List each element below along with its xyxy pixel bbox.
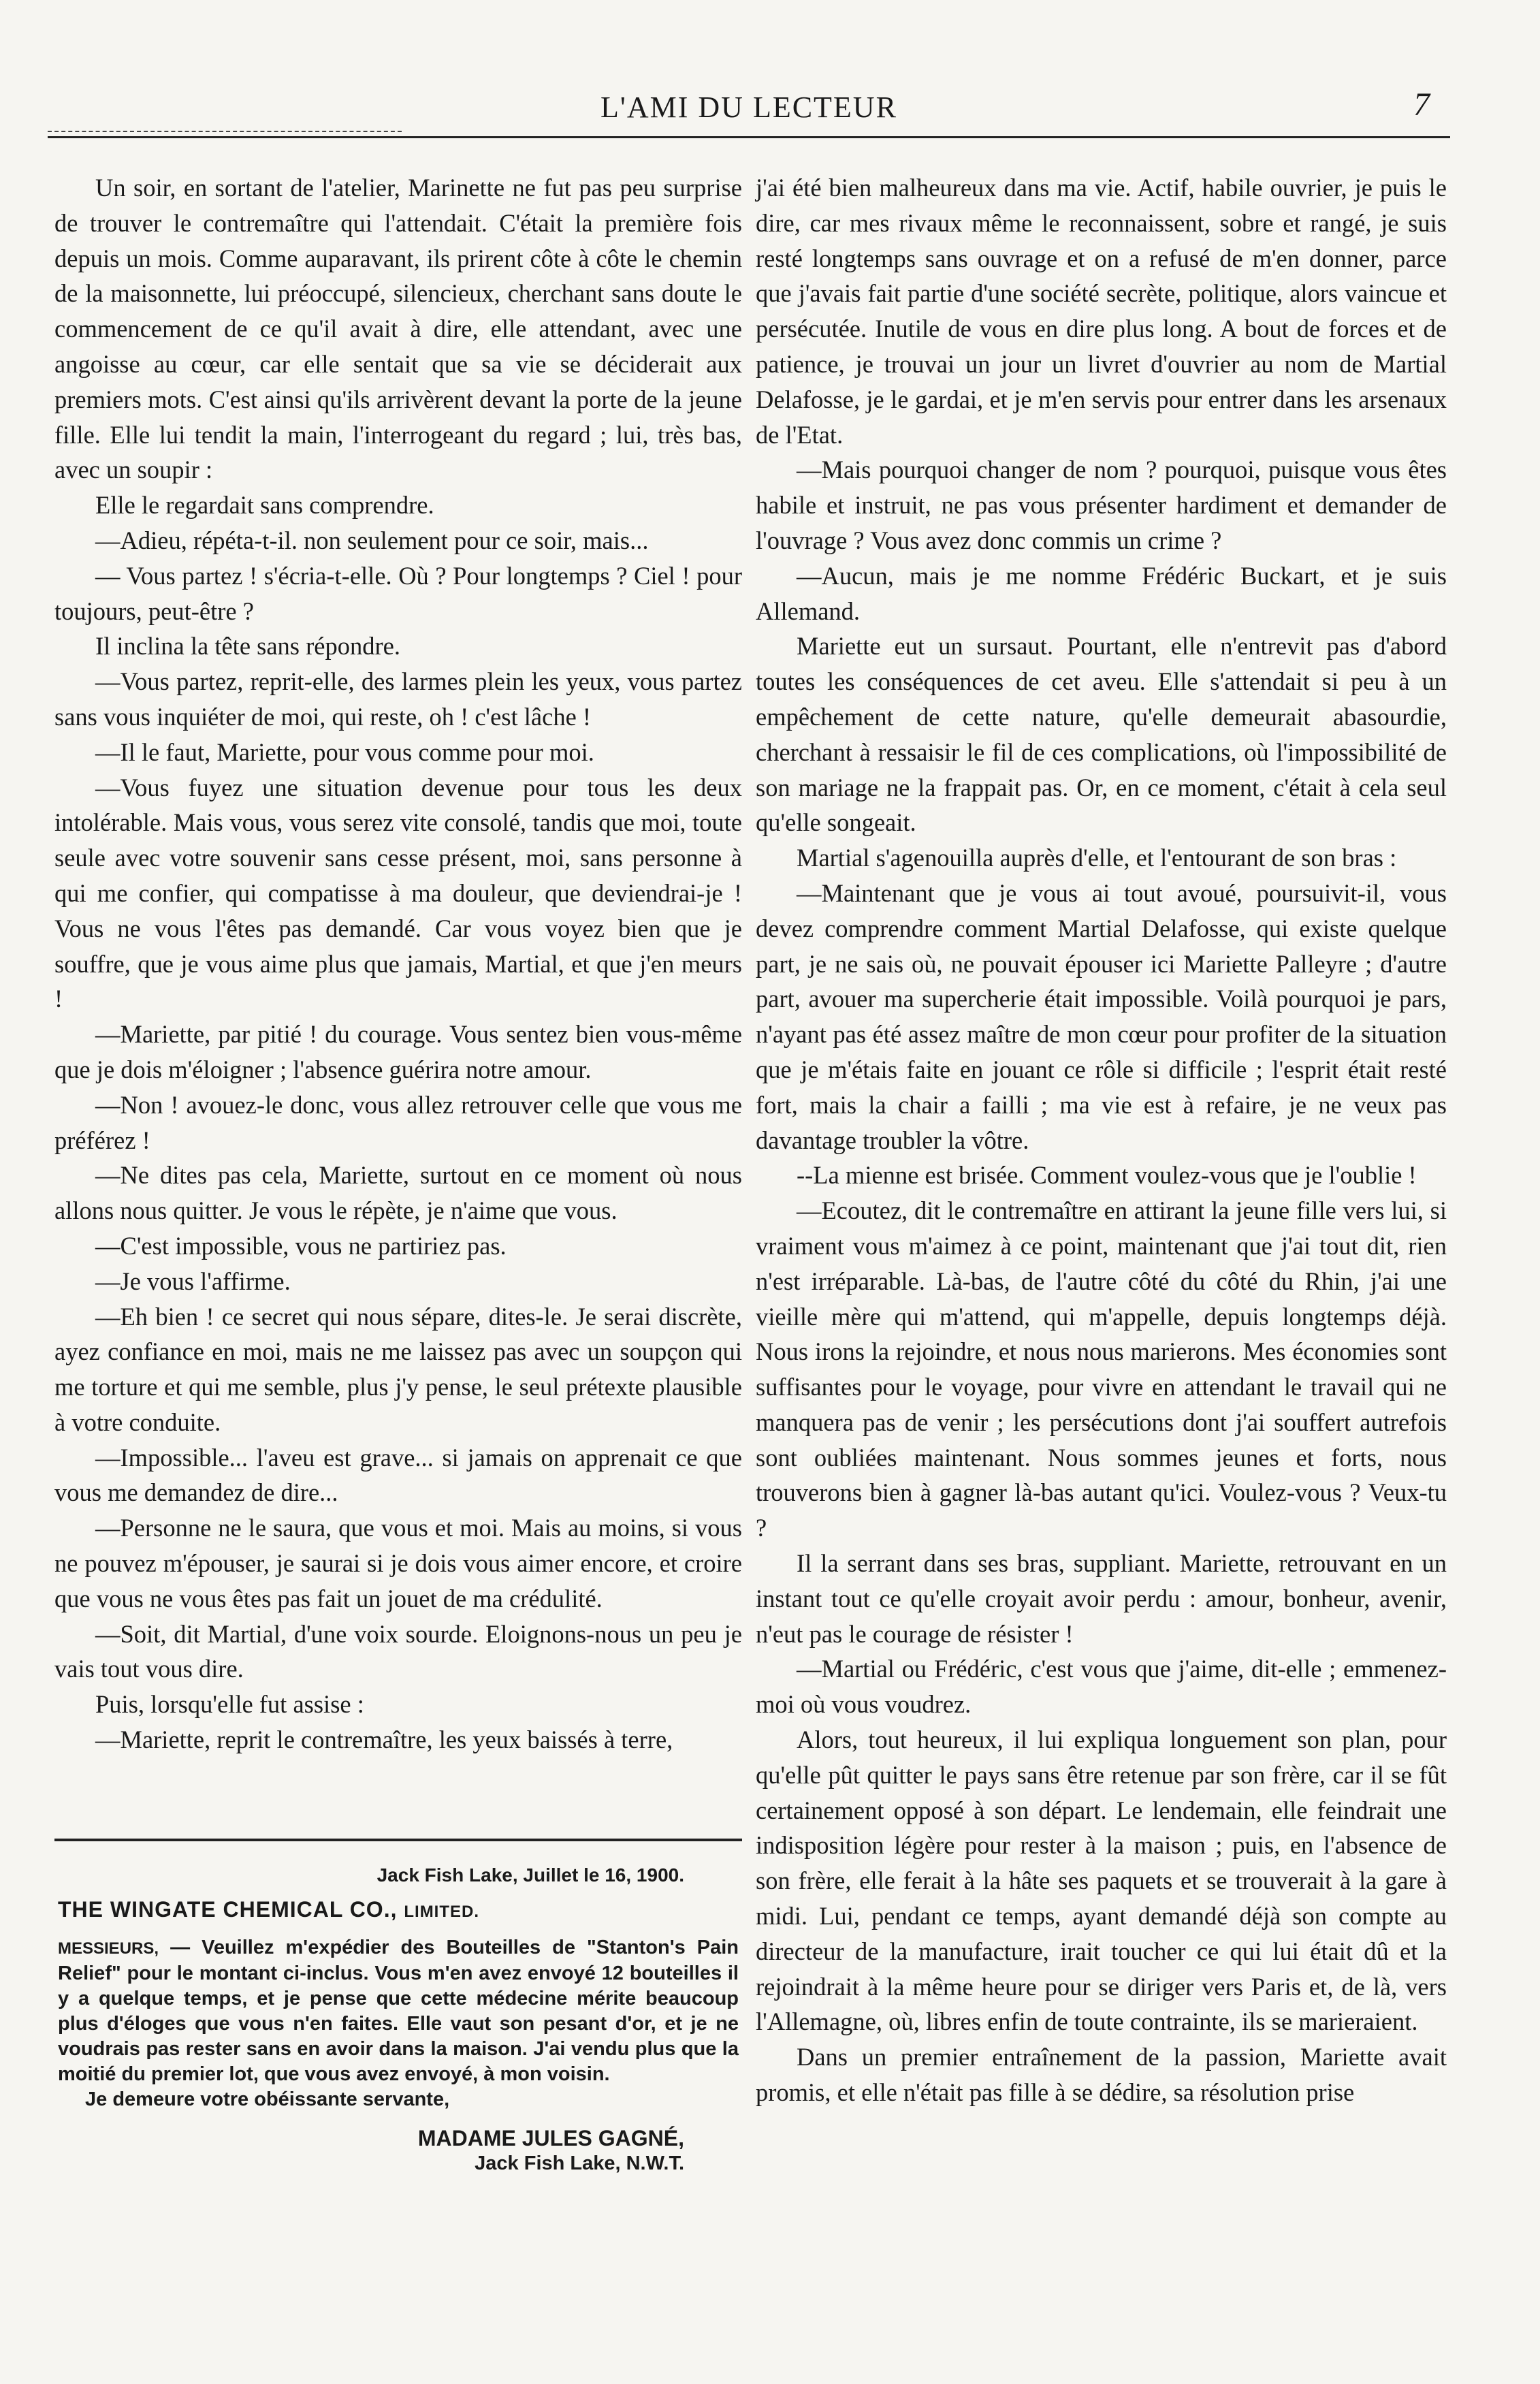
paragraph: —Impossible... l'aveu est grave... si jamais on apprenait ce que vous me demandez de dire... — [54, 1443, 742, 1507]
paragraph: Il inclina la tête sans répondre. — [95, 632, 400, 661]
header-decorative-rule — [48, 131, 402, 132]
right-column — [756, 170, 1447, 2213]
paragraph: —Non ! avouez-le donc, vous allez retrouver celle que vous me préférez ! — [54, 1090, 742, 1154]
paragraph: —Aucun, mais je me nomme Frédéric Buckart, et je suis Allemand. — [756, 561, 1447, 625]
paragraph: —Vous partez, reprit-elle, des larmes plein les yeux, vous partez sans vous inquiéter de moi, qui reste, oh ! c'est lâche ! — [54, 667, 742, 731]
paragraph: Dans un premier entraînement de la passion, Mariette avait promis, et elle n'était pas fille à se dédire, sa résolution prise — [756, 2043, 1447, 2107]
paragraph: —Adieu, répéta-t-il. non seulement pour ce soir, mais... — [95, 526, 649, 554]
paragraph: —Mais pourquoi changer de nom ? pourquoi, puisque vous êtes habile et instruit, ne pas vous présenter hardiment et demander de l'ouvrage ? Vous avez donc commis un crime ? — [756, 456, 1447, 554]
ad-date-line: Jack Fish Lake, Juillet le 16, 1900. — [376, 1864, 684, 1886]
paragraph: —Je vous l'affirme. — [95, 1267, 291, 1295]
ad-place: Jack Fish Lake, N.W.T. — [475, 2152, 684, 2174]
paragraph: —Il le faut, Mariette, pour vous comme pour moi. — [95, 737, 594, 766]
ad-signature: MADAME JULES GAGNÉ, — [417, 2126, 684, 2150]
ad-closing: Je demeure votre obéissante servante, — [85, 2088, 450, 2110]
ad-body-text: — Veuillez m'expédier des Bouteilles de "Stanton's Pain Relief" pour le montant ci-inclus. Vous m'en avez envoyé 12 bouteilles il y a quelque temps, et je pense que cette médecine mérite beaucoup plus d'éloges que vous n'en faites. Elle vaut son pesant d'or, et je ne voudrais pas rester sans en avoir dans la maison. J'ai vendu plus que la moitié du premier lot, que vous avez envoyé, à mon voisin. — [58, 1937, 739, 2085]
paragraph: —C'est impossible, vous ne partiriez pas. — [95, 1231, 507, 1260]
paragraph: —Ecoutez, dit le contremaître en attirant la jeune fille vers lui, si vraiment vous m'aimez à ce point, maintenant que j'ai tout dit, rien n'est irréparable. Là-bas, de l'autre côté du côté du Rhin, j'ai une vieille mère qui m'attend, qui m'appelle, depuis longtemps déjà. Nous irons la rejoindre, et nous nous marierons. Mes économies sont suffisantes pour le voyage, pour vivre en attendant le travail qui ne manquera pas de venir ; les persécutions dont j'ai souffert autrefois sont oubliées maintenant. Nous sommes jeunes et forts, nous trouverons bien à gagner là-bas autant qu'ici. Voulez-vous ? Veux-tu ? — [756, 1196, 1447, 1542]
paragraph: Puis, lorsqu'elle fut assise : — [95, 1690, 364, 1719]
paragraph: j'ai été bien malheureux dans ma vie. Actif, habile ouvrier, je puis le dire, car mes rivaux même le reconnaissent, sobre et rangé, je suis resté longtemps sans ouvrage et on a refusé de m'en donner, parce que j'avais fait partie d'une société secrète, politique, alors vaincue et persécutée. Inutile de vous en dire plus long. A bout de forces et de patience, je trouvai un jour un livret d'ouvrier au nom de Martial Delafosse, je le gardai, et je m'en servis pour entrer dans les arsenaux de l'Etat. — [756, 174, 1447, 449]
paragraph: — Vous partez ! s'écria-t-elle. Où ? Pour longtemps ? Ciel ! pour toujours, peut-être ? — [54, 561, 742, 625]
header-rule — [48, 136, 1450, 138]
page-number: 7 — [1413, 86, 1430, 123]
paragraph: —Eh bien ! ce secret qui nous sépare, dites-le. Je serai discrète, ayez confiance en moi, mais ne me laissez pas avec un soupçon qui me torture et qui me semble, plus j'y pense, le seul prétexte plausible à votre conduite. — [54, 1302, 742, 1436]
paragraph: --La mienne est brisée. Comment voulez-vous que je l'oublie ! — [797, 1161, 1417, 1190]
paragraph: Alors, tout heureux, il lui expliqua longuement son plan, pour qu'elle pût quitter le pays sans être retenue par son frère, car il se fût certainement opposé à son départ. Le lendemain, elle feindrait une indisposition légère pour rester à la maison ; puis, en l'absence de son frère, elle ferait à la hâte ses paquets et se trouverait à la gare à midi. Lui, pendant ce temps, ayant demandé déjà son compte au directeur de la manufacture, irait toucher ce qui lui était dû et la rejoindrait à la même heure pour se diriger vers Paris et, de là, vers l'Allemagne, où, libres enfin de toute contrainte, ils se marieraient. — [756, 1726, 1447, 2036]
paragraph: —Vous fuyez une situation devenue pour tous les deux intolérable. Mais vous, vous serez vite consolé, tandis que moi, toute seule avec votre souvenir sans cesse présent, moi, sans personne à qui me confier, qui compatisse à ma douleur, que deviendrai-je ! Vous ne vous l'êtes pas demandé. Car vous voyez bien que je souffre, que je vous aime plus que jamais, Martial, et que j'en meurs ! — [54, 773, 742, 1013]
paragraph: —Maintenant que je vous ai tout avoué, poursuivit-il, vous devez comprendre comment Martial Delafosse, qui existe quelque part, je ne sais où, ne pouvait épouser ici Mariette Palleyre ; d'autre part, avouer ma supercherie était impossible. Voilà pourquoi je pars, n'ayant pas été assez maître de mon cœur pour profiter de la situation que je m'étais faite en jouant ce rôle si difficile ; l'esprit était resté fort, mais la chair a failli ; ma vie est à refaire, je ne veux pas davantage troubler la vôtre. — [756, 878, 1447, 1154]
paragraph: —Mariette, par pitié ! du courage. Vous sentez bien vous-même que je dois m'éloigner ; l'absence guérira notre amour. — [54, 1020, 742, 1083]
paragraph: Il la serrant dans ses bras, suppliant. Mariette, retrouvant en un instant tout ce qu'elle croyait avoir perdu : amour, bonheur, avenir, n'eut pas le courage de résister ! — [756, 1549, 1447, 1648]
ad-company — [58, 1897, 739, 1924]
paragraph: —Mariette, reprit le contremaître, les yeux baissés à terre, — [95, 1726, 673, 1754]
paragraph: Martial s'agenouilla auprès d'elle, et l'entourant de son bras : — [797, 844, 1397, 872]
ad-body — [58, 1935, 739, 2087]
paragraph: —Soit, dit Martial, d'une voix sourde. Eloignons-nous un peu je vais tout vous dire. — [54, 1619, 742, 1683]
paragraph: —Ne dites pas cela, Mariette, surtout en ce moment où nous allons nous quitter. Je vous le répète, je n'aime que vous. — [54, 1161, 742, 1225]
page-header — [48, 82, 1450, 136]
paragraph: —Martial ou Frédéric, c'est vous que j'aime, dit-elle ; emmenez-moi où vous voudrez. — [756, 1655, 1447, 1719]
page-title: L'AMI DU LECTEUR — [600, 91, 897, 124]
left-column — [54, 170, 742, 1839]
advertisement-separator — [54, 1839, 742, 1841]
advertisement — [58, 1862, 739, 2176]
ad-company-name: THE WINGATE CHEMICAL CO., — [58, 1897, 404, 1922]
paragraph: —Personne ne le saura, que vous et moi. Mais au moins, si vous ne pouvez m'épouser, je saurai si je dois vous aimer encore, et croire que vous ne vous êtes pas fait un jouet de ma crédulité. — [54, 1514, 742, 1612]
ad-salutation: MESSIEURS, — [58, 1939, 159, 1958]
ad-company-suffix: LIMITED. — [404, 1903, 480, 1921]
paragraph: Mariette eut un sursaut. Pourtant, elle n'entrevit pas d'abord toutes les conséquences de cet aveu. Elle s'attendait si peu à un empêchement de cette nature, qu'elle demeurait abasourdie, cherchant à ressaisir le fil de ces complications, où l'impossibilité de son mariage ne la frappait pas. Or, en ce moment, c'était à cela seul qu'elle songeait. — [756, 632, 1447, 837]
paragraph: Un soir, en sortant de l'atelier, Marinette ne fut pas peu surprise de trouver le contremaître qui l'attendait. C'était la première fois depuis un mois. Comme auparavant, ils prirent côte à côte le chemin de la maisonnette, lui préoccupé, silencieux, cherchant sans doute le commencement de ce qu'il avait à dire, elle attendant, avec une angoisse au cœur, car elle sentait que sa vie se déciderait aux premiers mots. C'est ainsi qu'ils arrivèrent devant la porte de la jeune fille. Elle lui tendit la main, l'interrogeant du regard ; lui, très bas, avec un soupir : — [54, 174, 742, 484]
paragraph: Elle le regardait sans comprendre. — [95, 491, 434, 520]
